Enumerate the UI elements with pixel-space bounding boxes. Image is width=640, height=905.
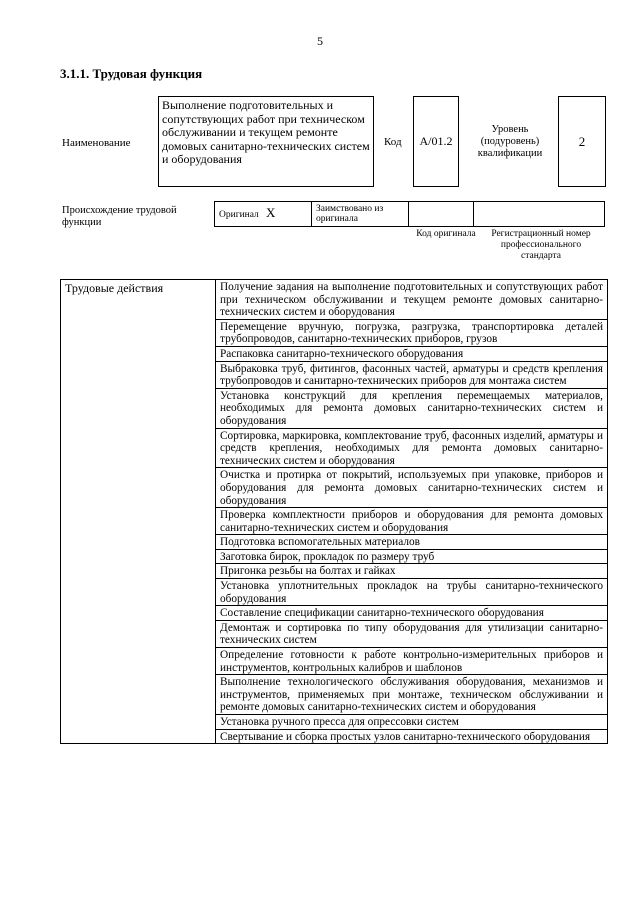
action-item: Установка уплотнительных прокладок на трубы санитарно-технического оборудования [216, 579, 608, 606]
original-cell [215, 202, 312, 227]
action-item: Выбраковка труб, фитингов, фасонных частей, арматуры и средств крепления трубопроводов и санитарно-технических приборов для монтажа систем [216, 361, 608, 388]
borrowed-cell [312, 202, 409, 227]
borrowed-label: Заимствовано из оригинала [316, 204, 384, 224]
name-label: Наименование [62, 137, 131, 149]
actions-header: Трудовые действия [61, 280, 216, 744]
action-item: Подготовка вспомогательных материалов [216, 535, 608, 550]
original-label: Оригинал [219, 210, 259, 220]
action-item: Перемещение вручную, погрузка, разгрузка, транспортировка деталей трубопроводов, санитарно-технических приборов, грузов [216, 319, 608, 346]
function-name-value: Выполнение подготовительных и сопутствующих работ при техническом обслуживании и текущем ремонте домовых санитарно-технических систем и оборудования [162, 98, 370, 167]
action-item: Заготовка бирок, прокладок по размеру труб [216, 549, 608, 564]
action-item: Пригонка резьбы на болтах и гайках [216, 564, 608, 579]
registration-number-cell [474, 202, 605, 227]
origin-label: Происхождение трудовой функции [62, 205, 177, 228]
level-value: 2 [578, 133, 586, 149]
action-item: Выполнение технологического обслуживания оборудования, механизмов и инструментов, применяемых при монтаже, техническом обслуживании и ремонте домовых санитарно-технических систем и оборудования [216, 675, 608, 715]
level-label: Уровень (подуровень) квалификации [477, 124, 543, 159]
original-mark: X [265, 205, 276, 220]
action-item: Распаковка санитарно-технического оборудования [216, 346, 608, 361]
code-box [413, 96, 459, 187]
action-item: Свертывание и сборка простых узлов санитарно-технического оборудования [216, 729, 608, 744]
function-name-box [158, 96, 374, 187]
origin-table [214, 201, 605, 227]
code-caption: Код оригинала [416, 229, 476, 239]
code-label: Код [384, 136, 402, 148]
registration-caption: Регистрационный номер профессионального стандарта [491, 229, 591, 261]
action-item: Сортировка, маркировка, комплектование труб, фасонных изделий, арматуры и средств крепления, необходимых для ремонта домовых санитарно-технических систем и оборудования [216, 428, 608, 468]
action-item: Проверка комплектности приборов и оборудования для ремонта домовых санитарно-технических систем и оборудования [216, 508, 608, 535]
level-box [558, 96, 606, 187]
section-title: 3.1.1. Трудовая функция [60, 66, 203, 81]
action-item: Определение готовности к работе контрольно-измерительных приборов и инструментов, контрольных калибров и шаблонов [216, 648, 608, 675]
action-item: Демонтаж и сортировка по типу оборудования для утилизации санитарно-технических систем [216, 620, 608, 647]
action-item: Установка конструкций для крепления перемещаемых материалов, необходимых для ремонта домовых санитарно-технических систем и оборудования [216, 388, 608, 428]
page-number: 5 [317, 34, 323, 48]
action-item: Получение задания на выполнение подготовительных и сопутствующих работ при техническом обслуживании и текущем ремонте домовых санитарно-технических систем и оборудования [216, 280, 608, 320]
labor-actions-table [60, 279, 608, 744]
action-item: Очистка и протирка от покрытий, используемых при упаковке, приборов и оборудования для ремонта домовых санитарно-технических систем и оборудования [216, 468, 608, 508]
action-item: Составление спецификации санитарно-технического оборудования [216, 606, 608, 621]
code-value: A/01.2 [419, 134, 453, 148]
action-item: Установка ручного пресса для опрессовки систем [216, 715, 608, 730]
table-row [61, 280, 608, 320]
origin-code-cell [409, 202, 474, 227]
